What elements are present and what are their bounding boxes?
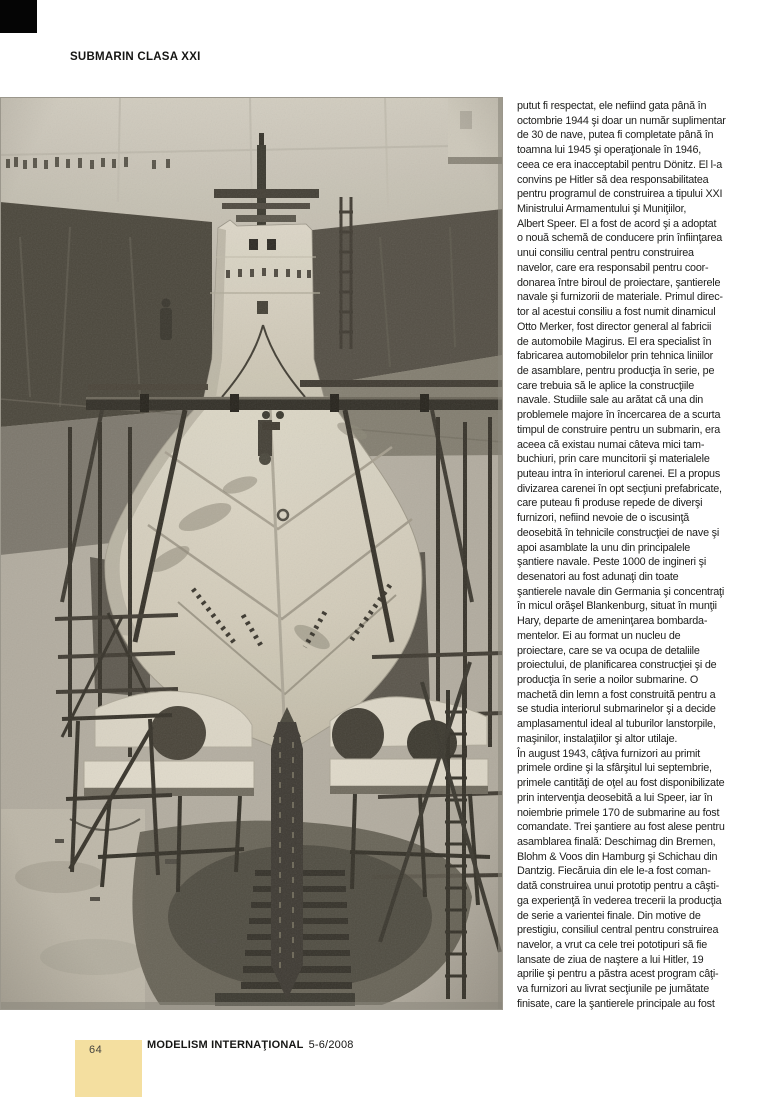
- text-line: proiectului, de planificarea construcţiei şi de: [517, 659, 717, 672]
- text-line: toamna lui 1945 şi operaţionale în 1946,: [517, 144, 702, 157]
- text-line: şantiere navale. Peste 1000 de ingineri şi: [517, 556, 707, 569]
- text-line: tor al acestui consiliu a fost numit dinamicul: [517, 306, 716, 319]
- text-line: donarea între biroul de proiectare, şantierele: [517, 276, 721, 289]
- text-line: puteau intra în interiorul carenei. El a propus: [517, 467, 721, 480]
- text-line: şantierele navale din Germania şi concentraţi: [517, 585, 725, 598]
- text-line: desenatori au fost adunaţi din toate: [517, 571, 679, 583]
- text-line: în micul orăşel Blankenburg, situat în munţii: [517, 600, 717, 613]
- text-line: Albert Speer. El a fost de acord şi a adoptat: [517, 217, 717, 230]
- article-text: [517, 99, 747, 1012]
- submarine-photo: [0, 97, 503, 1010]
- text-line: În august 1943, câţiva furnizori au primit: [517, 747, 701, 760]
- text-line: care trebuia să le aplice la construcţiile: [517, 379, 695, 392]
- text-line: de 30 de nave, putea fi completate până în: [517, 129, 714, 142]
- text-line: noiembrie primele 170 de submarine au fost: [517, 806, 720, 819]
- text-line: de serie a varientei finale. Din motive de: [517, 909, 701, 922]
- text-line: maşinilor, instalaţiilor şi altor utilaje.: [517, 732, 678, 745]
- text-line: primele cantităţi de oţel au fost disponibilizate: [517, 777, 725, 790]
- text-line: prestigiu, consiliul central pentru construirea: [517, 924, 719, 937]
- text-line: se studia interiorul submarinelor şi a decide: [517, 703, 716, 716]
- text-line: navelor, a vrut ca cele trei pototipuri să fie: [517, 938, 708, 951]
- text-line: care puteau fi produse repede de diverşi: [517, 497, 703, 510]
- text-line: navale. Studiile sale au arătat că una din: [517, 394, 704, 407]
- text-line: aprilie şi pentru a păstra acest program câţi-: [517, 968, 719, 981]
- text-line: ga experienţă în vederea trecerii la producţia: [517, 894, 722, 907]
- issue-number: 5-6/2008: [308, 1039, 354, 1051]
- text-line: problemele majore în încercarea de a scurta: [517, 409, 721, 422]
- text-line: navale şi furnizorii de materiale. Primul direc-: [517, 291, 723, 304]
- text-line: fabricarea automobilelor prin tehnica liniilor: [517, 350, 714, 363]
- text-line: machetă din lemn a fost construită pentru a: [517, 688, 716, 701]
- text-line: pentru programul de construirea a tipului XXI: [517, 188, 723, 201]
- text-line: va furnizori au livrat secţiunile pe jumătate: [517, 983, 710, 996]
- text-line: asamblarea finală: Deschimag din Bremen,: [517, 835, 716, 848]
- text-line: furnizori, nefiind nevoie de o iscusinţă: [517, 512, 690, 525]
- footer: [147, 1039, 354, 1051]
- text-line: convins pe Hitler să dea responsabilitatea: [517, 173, 709, 186]
- text-line: lansate de ziua de naştere a lui Hitler, 19: [517, 953, 704, 966]
- text-line: prin intervenţia deosebită a lui Speer, iar în: [517, 791, 713, 804]
- magazine-title: MODELISM INTERNAŢIONAL: [147, 1039, 304, 1051]
- text-line: divizarea carenei în opt secţiuni prefabricate,: [517, 482, 722, 495]
- print-corner-mark: [0, 0, 37, 33]
- text-line: Dantzig. Fiecăruia din ele le-a fost coman-: [517, 865, 711, 878]
- text-line: unui consiliu central pentru construirea: [517, 247, 694, 260]
- text-line: mentelor. Ei au format un nucleu de: [517, 629, 681, 642]
- text-line: navelor, care era responsabil pentru coor-: [517, 261, 709, 274]
- text-line: deosebită în tehnicile construcţiei de nave şi: [517, 526, 720, 539]
- text-line: proiectare, care se va ocupa de detaliile: [517, 644, 700, 657]
- text-line: timpul de construire pentru un submarin, era: [517, 423, 721, 436]
- text-line: primele ordine şi la sfârşitul lui septembrie,: [517, 762, 712, 775]
- text-line: Hary, departe de ameninţarea bombarda-: [517, 615, 708, 628]
- text-line: Ministrului Armamentului şi Muniţiilor,: [517, 203, 687, 216]
- text-line: aceea că existau numai câteva mici tam-: [517, 438, 705, 451]
- text-line: producţia în serie a noilor submarine. O: [517, 674, 699, 687]
- text-line: buchiuri, prin care muncitorii şi materialele: [517, 453, 710, 466]
- text-line: finisate, care la şantierele principale au fost: [517, 997, 715, 1010]
- text-line: de automobile Magirus. El era specialist în: [517, 335, 712, 348]
- text-line: apoi asamblate la unu din principalele: [517, 541, 691, 554]
- text-line: Otto Merker, fost director general al fabricii: [517, 320, 712, 333]
- text-line: amplasamentul ideal al tuburilor lanstorpile,: [517, 718, 716, 731]
- text-line: de asamblare, pentru producţia în serie, pe: [517, 364, 715, 377]
- text-line: Blohm & Voos din Hamburg şi Schichau din: [517, 850, 718, 863]
- page-title: SUBMARIN CLASA XXI: [70, 51, 201, 63]
- text-line: ceea ce era inacceptabil pentru Dönitz. El l-a: [517, 158, 723, 171]
- text-line: putut fi respectat, ele nefiind gata până în: [517, 100, 707, 112]
- text-line: comandate. Trei şantiere au fost alese pentru: [517, 821, 725, 834]
- text-line: o nouă schemă de conducere prin înfiinţarea: [517, 232, 723, 245]
- text-line: octombrie 1944 şi doar un număr suplimentar: [517, 114, 726, 127]
- page-number-box: [75, 1040, 142, 1097]
- page-number: 64: [89, 1044, 103, 1056]
- text-line: dată construirea unui prototip pentru a câşti-: [517, 880, 720, 893]
